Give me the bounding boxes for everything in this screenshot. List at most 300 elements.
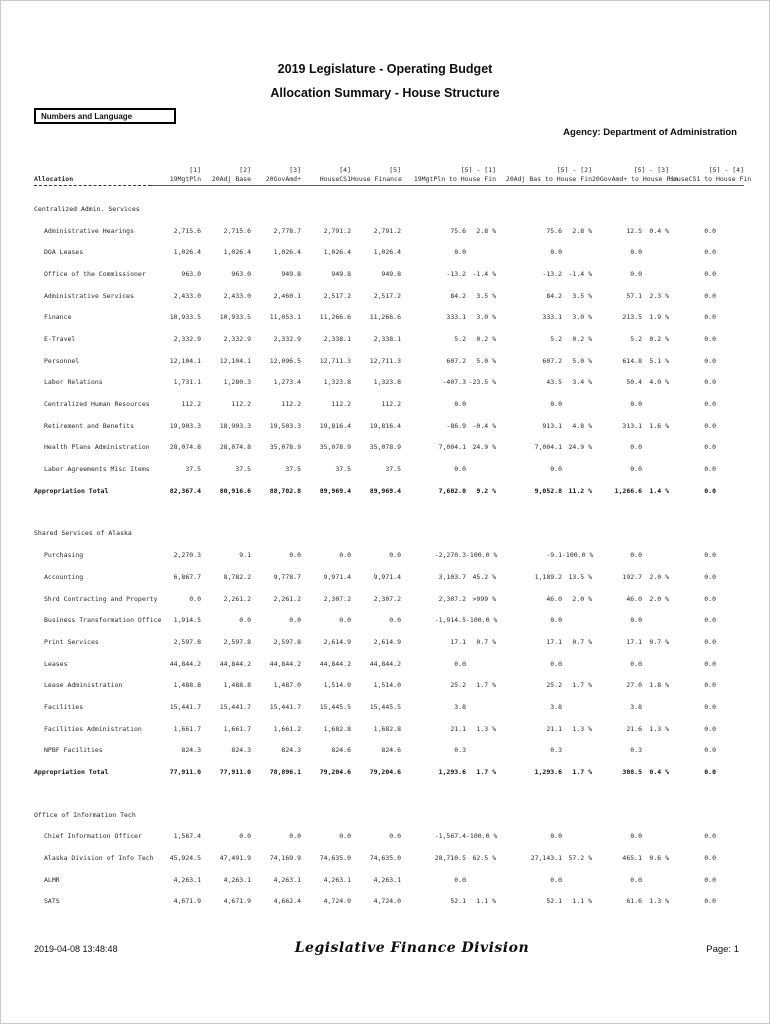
- value-cell: 824.3: [181, 746, 201, 755]
- diff-value-cell: 0.0: [704, 875, 716, 884]
- value-cell: 2,791.2: [373, 226, 401, 235]
- diff-value-cell: 0.0: [704, 616, 716, 625]
- value-cell: 12,711.3: [369, 356, 401, 365]
- row-label: Business Transformation Office: [44, 616, 162, 625]
- column-header: [251, 166, 301, 186]
- table-row: [34, 609, 746, 631]
- diff-pct-cell: 2.3 %: [649, 291, 669, 300]
- diff-value-cell: 1,293.6: [438, 768, 466, 777]
- row-label: DOA Leases: [44, 248, 84, 257]
- row-label: Labor Agreements Misc Items: [44, 465, 150, 474]
- row-label: Shrd Contracting and Property: [44, 594, 158, 603]
- diff-value-cell: 0.0: [550, 616, 562, 625]
- diff-value-cell: 0.0: [704, 702, 716, 711]
- diff-value-cell: 333.1: [446, 313, 466, 322]
- diff-pct-cell: -0.4 %: [472, 421, 496, 430]
- diff-pct-cell: 3.0 %: [476, 313, 496, 322]
- value-cell: 1,488.8: [223, 681, 251, 690]
- value-cell: 112.2: [181, 400, 201, 409]
- report-title-block: [1, 1, 769, 105]
- value-cell: 74,169.9: [269, 854, 301, 863]
- row-label: Facilities: [44, 702, 84, 711]
- value-cell: 19,816.4: [319, 421, 351, 430]
- row-label: NPBF Facilities: [44, 746, 103, 755]
- value-cell: 9,971.4: [373, 572, 401, 581]
- diff-pct-cell: 1.7 %: [476, 681, 496, 690]
- value-cell: 2,270.3: [173, 551, 201, 560]
- value-cell: 1,514.0: [323, 681, 351, 690]
- value-cell: 1,514.0: [373, 681, 401, 690]
- diff-value-cell: 84.2: [546, 291, 562, 300]
- value-cell: 2,614.9: [373, 637, 401, 646]
- row-label: E-Travel: [44, 334, 76, 343]
- diff-pct-cell: 9.2 %: [476, 486, 496, 495]
- table-row: [34, 350, 746, 372]
- diff-value-cell: 0.0: [550, 832, 562, 841]
- diff-value-cell: -13.2: [446, 269, 466, 278]
- row-label: Administrative Hearings: [44, 226, 135, 235]
- column-header: [496, 166, 592, 186]
- row-label: Appropriation Total: [34, 486, 109, 495]
- value-cell: 6,867.7: [173, 572, 201, 581]
- column-number: [4]: [339, 166, 351, 174]
- allocation-table: [34, 166, 752, 912]
- column-number: [5] - [4]: [708, 166, 744, 174]
- diff-value-cell: 0.0: [704, 291, 716, 300]
- value-cell: 11,266.6: [319, 313, 351, 322]
- diff-value-cell: 17.1: [626, 637, 642, 646]
- value-cell: 2,791.2: [323, 226, 351, 235]
- value-cell: 9,971.4: [323, 572, 351, 581]
- value-cell: 949.8: [331, 269, 351, 278]
- table-row: [34, 696, 746, 718]
- diff-value-cell: 0.0: [630, 551, 642, 560]
- diff-value-cell: 9,052.8: [534, 486, 562, 495]
- diff-value-cell: 21.1: [546, 724, 562, 733]
- column-number: [3]: [289, 166, 301, 174]
- diff-pct-cell: 0.2 %: [476, 334, 496, 343]
- value-cell: 4,263.1: [373, 875, 401, 884]
- diff-value-cell: -9.1: [546, 551, 562, 560]
- row-label: SATS: [44, 897, 60, 906]
- diff-value-cell: 0.0: [454, 248, 466, 257]
- report-title-line2: Allocation Summary - House Structure: [270, 86, 500, 100]
- diff-value-cell: 0.0: [454, 400, 466, 409]
- diff-value-cell: 0.0: [704, 897, 716, 906]
- value-cell: 15,445.5: [369, 702, 401, 711]
- diff-value-cell: 0.0: [704, 659, 716, 668]
- value-cell: 44,844.2: [269, 659, 301, 668]
- row-label: Centralized Human Resources: [44, 400, 150, 409]
- value-cell: 963.0: [181, 269, 201, 278]
- diff-value-cell: 0.0: [550, 875, 562, 884]
- diff-pct-cell: 1.9 %: [649, 313, 669, 322]
- diff-value-cell: 28,710.5: [434, 854, 466, 863]
- diff-value-cell: 0.0: [704, 551, 716, 560]
- diff-value-cell: 21.6: [626, 724, 642, 733]
- value-cell: 2,332.9: [223, 334, 251, 343]
- diff-value-cell: 75.6: [546, 226, 562, 235]
- value-cell: 37.5: [185, 465, 201, 474]
- value-cell: 2,307.2: [373, 594, 401, 603]
- column-label: 20Adj Bas to House Fin: [496, 175, 592, 186]
- diff-value-cell: 0.0: [550, 400, 562, 409]
- table-body: [34, 198, 746, 912]
- diff-value-cell: 0.0: [630, 616, 642, 625]
- diff-pct-cell: 62.5 %: [472, 854, 496, 863]
- value-cell: 1,661.7: [223, 724, 251, 733]
- value-cell: 112.2: [331, 400, 351, 409]
- diff-value-cell: 614.8: [622, 356, 642, 365]
- table-row: [34, 544, 746, 566]
- row-label: Lease Administration: [44, 681, 123, 690]
- value-cell: 35,078.9: [319, 443, 351, 452]
- column-header: [201, 166, 251, 186]
- diff-value-cell: 192.7: [622, 572, 642, 581]
- value-cell: 0.0: [389, 832, 401, 841]
- diff-value-cell: -1,567.4: [434, 832, 466, 841]
- numbers-and-language-label: Numbers and Language: [41, 111, 133, 121]
- diff-value-cell: 0.0: [704, 356, 716, 365]
- diff-value-cell: 0.0: [630, 400, 642, 409]
- diff-value-cell: 0.0: [630, 248, 642, 257]
- value-cell: 112.2: [381, 400, 401, 409]
- value-cell: 79,204.6: [319, 768, 351, 777]
- column-header: [301, 166, 351, 186]
- table-row: [34, 826, 746, 848]
- value-cell: 11,053.1: [269, 313, 301, 322]
- value-cell: 11,266.6: [369, 313, 401, 322]
- value-cell: 74,635.0: [319, 854, 351, 863]
- column-label: HouseCS1: [301, 175, 351, 186]
- value-cell: 2,778.7: [273, 226, 301, 235]
- diff-pct-cell: 0.7 %: [649, 637, 669, 646]
- table-row: [34, 718, 746, 740]
- table-row: [34, 328, 746, 350]
- diff-value-cell: 0.0: [630, 443, 642, 452]
- diff-value-cell: 0.0: [704, 465, 716, 474]
- value-cell: 12,104.1: [169, 356, 201, 365]
- diff-value-cell: 3.8: [550, 702, 562, 711]
- diff-pct-cell: -1.4 %: [568, 269, 592, 278]
- column-header: [151, 166, 201, 186]
- table-row: [34, 653, 746, 675]
- allocation-header-label: Allocation: [34, 175, 151, 186]
- table-row: [34, 415, 746, 437]
- diff-value-cell: 17.1: [546, 637, 562, 646]
- value-cell: 2,332.9: [273, 334, 301, 343]
- diff-pct-cell: -100.0 %: [466, 616, 498, 625]
- diff-pct-cell: 45.2 %: [472, 572, 496, 581]
- column-number: [5]: [389, 166, 401, 174]
- diff-value-cell: 0.0: [630, 269, 642, 278]
- diff-pct-cell: 2.8 %: [476, 226, 496, 235]
- column-number: [1]: [189, 166, 201, 174]
- value-cell: 45,924.5: [169, 854, 201, 863]
- row-label: Labor Relations: [44, 378, 103, 387]
- diff-pct-cell: 0.2 %: [649, 334, 669, 343]
- diff-value-cell: 313.1: [622, 421, 642, 430]
- diff-value-cell: 0.0: [704, 400, 716, 409]
- diff-value-cell: 17.1: [450, 637, 466, 646]
- value-cell: 949.8: [281, 269, 301, 278]
- diff-value-cell: 2,307.2: [438, 594, 466, 603]
- value-cell: 4,263.1: [323, 875, 351, 884]
- value-cell: 1,661.2: [273, 724, 301, 733]
- diff-value-cell: 0.0: [704, 313, 716, 322]
- allocation-column-header: [34, 166, 151, 186]
- value-cell: 0.0: [389, 616, 401, 625]
- diff-pct-cell: 0.4 %: [649, 768, 669, 777]
- diff-pct-cell: 0.7 %: [476, 637, 496, 646]
- diff-value-cell: 1,266.6: [614, 486, 642, 495]
- value-cell: 2,715.6: [223, 226, 251, 235]
- row-label: Retirement and Benefits: [44, 421, 135, 430]
- row-label: Finance: [44, 313, 72, 322]
- value-cell: 4,724.0: [373, 897, 401, 906]
- diff-value-cell: -13.2: [542, 269, 562, 278]
- value-cell: 18,903.3: [219, 421, 251, 430]
- value-cell: 824.6: [331, 746, 351, 755]
- diff-value-cell: 27,143.1: [530, 854, 562, 863]
- value-cell: 2,715.6: [173, 226, 201, 235]
- diff-value-cell: 3.8: [630, 702, 642, 711]
- row-label: Accounting: [44, 572, 84, 581]
- diff-pct-cell: 0.4 %: [649, 226, 669, 235]
- value-cell: 47,491.9: [219, 854, 251, 863]
- value-cell: 1,026.4: [223, 248, 251, 257]
- value-cell: 0.0: [389, 551, 401, 560]
- diff-value-cell: 0.0: [704, 768, 716, 777]
- value-cell: 949.8: [381, 269, 401, 278]
- diff-value-cell: 0.0: [454, 659, 466, 668]
- diff-value-cell: 0.0: [704, 226, 716, 235]
- diff-pct-cell: 13.5 %: [568, 572, 592, 581]
- appropriation-total-row: [34, 761, 746, 783]
- value-cell: 2,261.2: [223, 594, 251, 603]
- diff-value-cell: 21.1: [450, 724, 466, 733]
- value-cell: 824.3: [281, 746, 301, 755]
- value-cell: 4,671.9: [223, 897, 251, 906]
- table-section: [34, 523, 746, 783]
- diff-value-cell: 0.0: [550, 465, 562, 474]
- table-row: [34, 220, 746, 242]
- diff-value-cell: 0.0: [704, 594, 716, 603]
- column-label: House Finance: [351, 175, 401, 186]
- value-cell: 37.5: [385, 465, 401, 474]
- diff-pct-cell: 4.0 %: [649, 378, 669, 387]
- diff-value-cell: 0.0: [704, 421, 716, 430]
- value-cell: 74,635.0: [369, 854, 401, 863]
- diff-pct-cell: 24.9 %: [568, 443, 592, 452]
- value-cell: 1,567.4: [173, 832, 201, 841]
- value-cell: 37.5: [235, 465, 251, 474]
- value-cell: 1,323.8: [373, 378, 401, 387]
- value-cell: 1,026.4: [273, 248, 301, 257]
- diff-pct-cell: 3.4 %: [572, 378, 592, 387]
- column-number: [2]: [239, 166, 251, 174]
- diff-value-cell: 0.0: [704, 269, 716, 278]
- value-cell: 1,914.5: [173, 616, 201, 625]
- column-header: [401, 166, 496, 186]
- table-row: [34, 306, 746, 328]
- diff-pct-cell: 1.7 %: [572, 768, 592, 777]
- value-cell: 77,911.0: [169, 768, 201, 777]
- diff-pct-cell: 1.8 %: [649, 681, 669, 690]
- row-label: Leases: [44, 659, 68, 668]
- diff-value-cell: 3,103.7: [438, 572, 466, 581]
- value-cell: 2,597.8: [273, 637, 301, 646]
- value-cell: 1,280.3: [223, 378, 251, 387]
- row-label: Personnel: [44, 356, 80, 365]
- diff-value-cell: 50.4: [626, 378, 642, 387]
- diff-value-cell: 0.0: [630, 659, 642, 668]
- table-row: [34, 674, 746, 696]
- diff-pct-cell: 1.3 %: [476, 724, 496, 733]
- value-cell: 1,682.8: [323, 724, 351, 733]
- diff-value-cell: 607.2: [446, 356, 466, 365]
- diff-pct-cell: 1.1 %: [572, 897, 592, 906]
- value-cell: 78,896.1: [269, 768, 301, 777]
- value-cell: 1,661.7: [173, 724, 201, 733]
- diff-pct-cell: 0.7 %: [572, 637, 592, 646]
- diff-value-cell: 0.0: [704, 681, 716, 690]
- value-cell: 37.5: [285, 465, 301, 474]
- value-cell: 1,682.8: [373, 724, 401, 733]
- value-cell: 2,614.9: [323, 637, 351, 646]
- value-cell: 10,933.5: [169, 313, 201, 322]
- footer-timestamp: 2019-04-08 13:48:48: [34, 944, 118, 954]
- value-cell: 2,517.2: [323, 291, 351, 300]
- diff-value-cell: 43.5: [546, 378, 562, 387]
- allocation-header-spacer: [34, 166, 151, 175]
- diff-value-cell: 0.3: [454, 746, 466, 755]
- value-cell: 1,487.0: [273, 681, 301, 690]
- diff-pct-cell: 1.3 %: [649, 897, 669, 906]
- diff-value-cell: 333.1: [542, 313, 562, 322]
- value-cell: 19,903.3: [169, 421, 201, 430]
- value-cell: 2,433.0: [223, 291, 251, 300]
- section-title: Centralized Admin. Services: [34, 204, 140, 213]
- diff-pct-cell: 5.0 %: [476, 356, 496, 365]
- diff-pct-cell: 2.0 %: [649, 594, 669, 603]
- table-section: [34, 804, 746, 912]
- value-cell: 4,263.1: [273, 875, 301, 884]
- row-label: Facilities Administration: [44, 724, 142, 733]
- diff-value-cell: 0.3: [550, 746, 562, 755]
- column-header: [351, 166, 401, 186]
- diff-pct-cell: -1.4 %: [472, 269, 496, 278]
- diff-value-cell: 12.5: [626, 226, 642, 235]
- diff-value-cell: 465.1: [622, 854, 642, 863]
- diff-value-cell: 0.0: [454, 875, 466, 884]
- value-cell: 824.6: [381, 746, 401, 755]
- diff-value-cell: -1,914.5: [434, 616, 466, 625]
- diff-value-cell: 0.0: [704, 443, 716, 452]
- diff-value-cell: 0.3: [630, 746, 642, 755]
- row-label: Office of the Commissioner: [44, 269, 146, 278]
- table-row: [34, 740, 746, 762]
- table-row: [34, 847, 746, 869]
- row-label: Alaska Division of Info Tech: [44, 854, 154, 863]
- value-cell: 12,104.1: [219, 356, 251, 365]
- diff-value-cell: 25.2: [546, 681, 562, 690]
- value-cell: 15,441.7: [219, 702, 251, 711]
- value-cell: 4,662.4: [273, 897, 301, 906]
- appropriation-total-row: [34, 480, 746, 502]
- diff-pct-cell: -23.5 %: [468, 378, 496, 387]
- column-header: [592, 166, 679, 186]
- diff-value-cell: 46.0: [546, 594, 562, 603]
- value-cell: 37.5: [335, 465, 351, 474]
- diff-value-cell: 0.0: [704, 334, 716, 343]
- value-cell: 963.0: [231, 269, 251, 278]
- row-label: Health Plans Administration: [44, 443, 150, 452]
- diff-pct-cell: -100.0 %: [466, 832, 498, 841]
- page-footer: [34, 940, 739, 956]
- table-row: [34, 588, 746, 610]
- value-cell: 0.0: [339, 832, 351, 841]
- table-row: [34, 458, 746, 480]
- value-cell: 1,273.4: [273, 378, 301, 387]
- value-cell: 0.0: [339, 616, 351, 625]
- value-cell: 12,096.5: [269, 356, 301, 365]
- value-cell: 88,702.8: [269, 486, 301, 495]
- column-number: [5] - [3]: [633, 166, 669, 174]
- diff-pct-cell: 1.6 %: [649, 421, 669, 430]
- diff-pct-cell: 5.1 %: [649, 356, 669, 365]
- diff-value-cell: 308.5: [622, 768, 642, 777]
- section-title: Office of Information Tech: [34, 810, 136, 819]
- value-cell: 12,711.3: [319, 356, 351, 365]
- value-cell: 0.0: [289, 832, 301, 841]
- diff-pct-cell: 24.9 %: [472, 443, 496, 452]
- value-cell: 2,597.8: [223, 637, 251, 646]
- diff-value-cell: 1,293.6: [534, 768, 562, 777]
- value-cell: 82,367.4: [169, 486, 201, 495]
- value-cell: 10,933.5: [219, 313, 251, 322]
- diff-value-cell: 5.2: [550, 334, 562, 343]
- value-cell: 2,338.1: [373, 334, 401, 343]
- row-label: Print Services: [44, 637, 99, 646]
- footer-page-number: Page: 1: [706, 944, 739, 955]
- diff-value-cell: 0.0: [704, 832, 716, 841]
- value-cell: 4,724.0: [323, 897, 351, 906]
- diff-value-cell: 5.2: [630, 334, 642, 343]
- table-row: [34, 263, 746, 285]
- column-label: 20Adj Base: [201, 175, 251, 186]
- value-cell: 2,338.1: [323, 334, 351, 343]
- value-cell: 44,844.2: [369, 659, 401, 668]
- footer-division: Legislative Finance Division: [294, 940, 530, 956]
- value-cell: 2,517.2: [373, 291, 401, 300]
- value-cell: 1,026.4: [173, 248, 201, 257]
- value-cell: 8,782.2: [223, 572, 251, 581]
- diff-pct-cell: 0.6 %: [649, 854, 669, 863]
- diff-pct-cell: 0.2 %: [572, 334, 592, 343]
- diff-value-cell: 0.0: [704, 746, 716, 755]
- diff-value-cell: 25.2: [450, 681, 466, 690]
- column-label: 20GovAmd+: [251, 175, 301, 186]
- value-cell: 1,488.8: [173, 681, 201, 690]
- diff-value-cell: 7,602.0: [438, 486, 466, 495]
- diff-pct-cell: >999 %: [472, 594, 496, 603]
- table-header-row: [34, 166, 752, 186]
- diff-value-cell: 0.0: [704, 854, 716, 863]
- diff-pct-cell: 2.8 %: [572, 226, 592, 235]
- column-label: 19MgtPln to House Fin: [401, 175, 496, 186]
- table-row: [34, 372, 746, 394]
